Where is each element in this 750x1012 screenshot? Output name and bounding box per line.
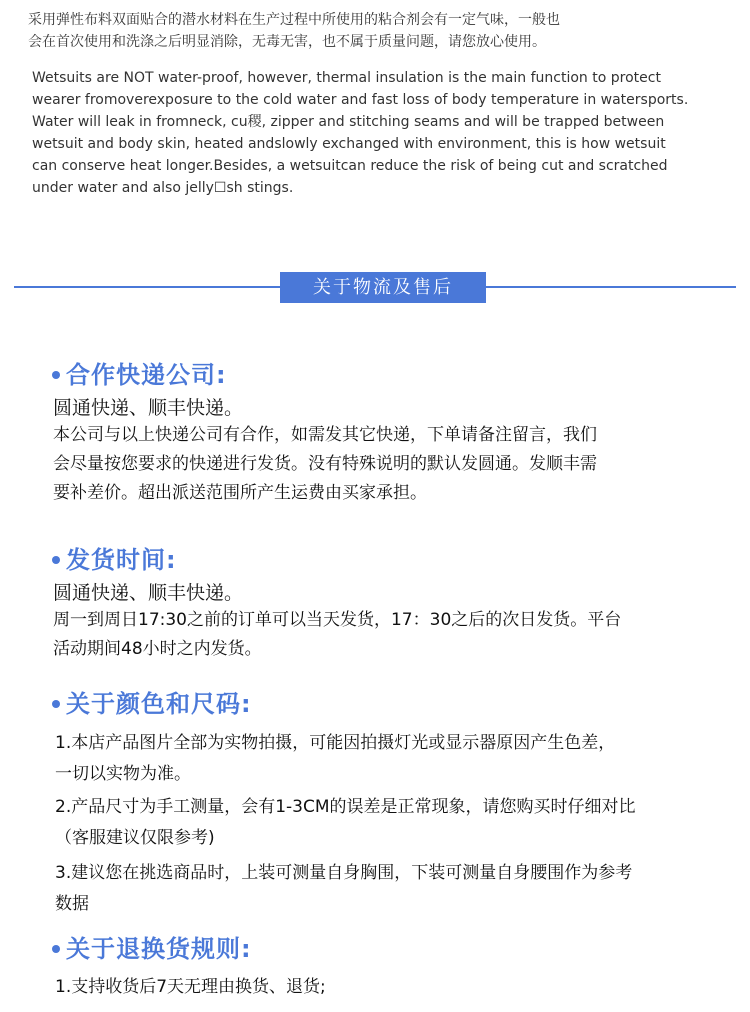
returns-item-1: [55, 972, 720, 1003]
intro-chinese: [28, 10, 728, 53]
intro-en-line: wetsuit and body skin, heated andslowly exchanged with environment, this is how wetsuit: [32, 136, 666, 152]
color-size-item-1: [55, 728, 720, 790]
item-line: 数据: [55, 894, 89, 914]
item-line: 3.建议您在挑选商品时，上装可测量自身胸围，下装可测量自身腰围作为参考: [55, 863, 633, 883]
section-banner: 关于物流及售后: [280, 272, 486, 303]
express-section-heading: [52, 357, 227, 387]
bullet-dot-icon: [52, 700, 60, 708]
express-description: [53, 421, 703, 508]
bullet-dot-icon: [52, 556, 60, 564]
shipping-description: [53, 606, 703, 664]
color-size-item-3: [55, 858, 720, 920]
shipping-companies: 圆通快递、顺丰快递。: [53, 582, 244, 604]
express-companies: 圆通快递、顺丰快递。: [53, 397, 244, 419]
item-line: 1.本店产品图片全部为实物拍摄，可能因拍摄灯光或显示器原因产生色差，: [55, 733, 616, 753]
shipping-section-heading: [52, 542, 177, 572]
bullet-dot-icon: [52, 371, 60, 379]
color-size-item-2: [55, 792, 720, 854]
bullet-dot-icon: [52, 945, 60, 953]
express-desc-line: 会尽量按您要求的快递进行发货。没有特殊说明的默认发圆通。发顺丰需: [53, 454, 597, 474]
item-line: 2.产品尺寸为手工测量，会有1-3CM的误差是正常现象，请您购买时仔细对比: [55, 797, 636, 817]
intro-en-line: Wetsuits are NOT water-proof, however, thermal insulation is the main function to protect: [32, 70, 661, 86]
item-line: 一切以实物为准。: [55, 764, 191, 784]
intro-en-line: wearer fromoverexposure to the cold water and fast loss of body temperature in watersports.: [32, 92, 689, 108]
color-size-title: 关于颜色和尺码:: [66, 689, 252, 718]
intro-en-line: Water will leak in fromneck, cu稷, zipper and stitching seams and will be trapped between: [32, 114, 665, 130]
express-title: 合作快递公司:: [66, 360, 227, 389]
intro-en-line: can conserve heat longer.Besides, a wetsuitcan reduce the risk of being cut and scratched: [32, 158, 668, 174]
returns-title: 关于退换货规则:: [66, 934, 252, 963]
shipping-desc-line: 周一到周日17:30之前的订单可以当天发货，17：30之后的次日发货。平台: [53, 610, 622, 630]
express-desc-line: 要补差价。超出派送范围所产生运费由买家承担。: [53, 483, 427, 503]
intro-en-line: under water and also jelly☐sh stings.: [32, 180, 294, 196]
shipping-title: 发货时间:: [66, 545, 177, 574]
item-line: 1.支持收货后7天无理由换货、退货;: [55, 977, 326, 997]
item-line: （客服建议仅限参考): [55, 828, 215, 848]
intro-cn-line: 会在首次使用和洗涤之后明显消除，无毒无害，也不属于质量问题，请您放心使用。: [28, 33, 546, 50]
returns-section-heading: [52, 931, 252, 961]
express-desc-line: 本公司与以上快递公司有合作，如需发其它快递，下单请备注留言，我们: [53, 425, 597, 445]
intro-english: [32, 67, 732, 199]
color-size-section-heading: [52, 686, 252, 716]
intro-cn-line: 采用弹性布料双面贴合的潜水材料在生产过程中所使用的粘合剂会有一定气味，一般也: [28, 12, 560, 28]
shipping-desc-line: 活动期间48小时之内发货。: [53, 639, 262, 659]
